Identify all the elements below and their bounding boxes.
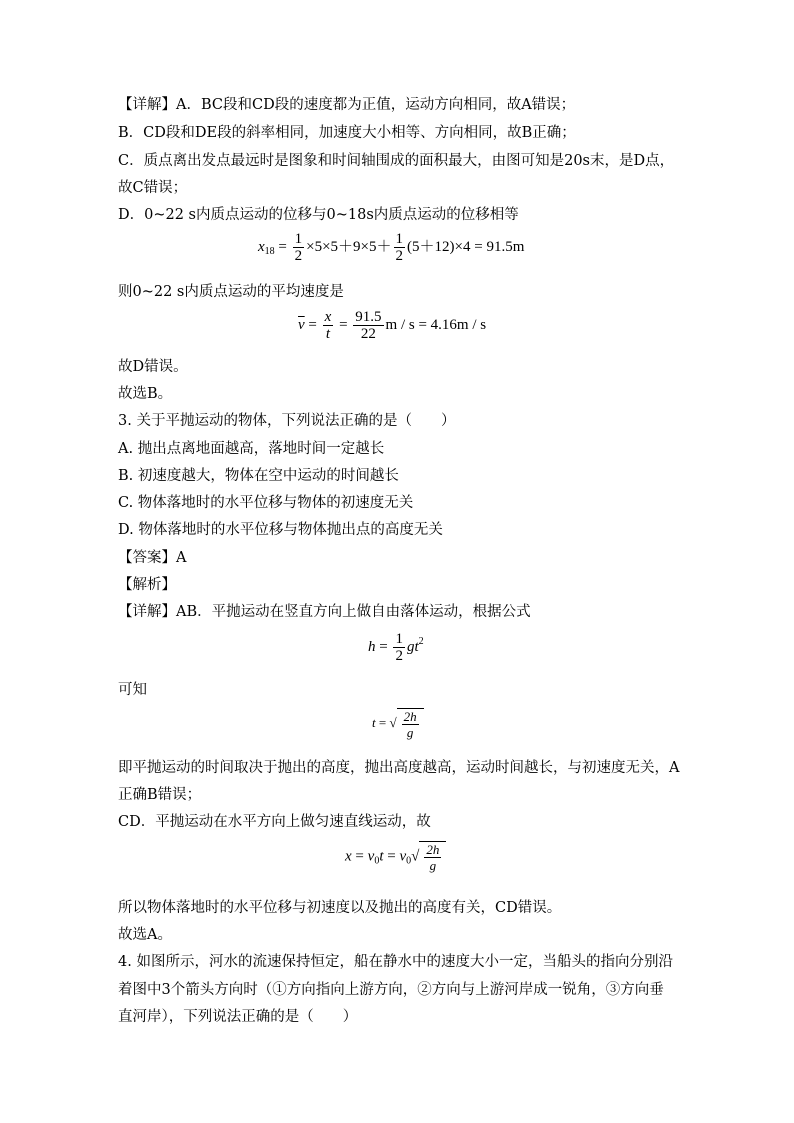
- text-line: 着图中3个箭头方向时（①方向指向上游方向，②方向与上游河岸成一锐角，③方向垂: [118, 982, 664, 998]
- option-c: C. 物体落地时的水平位移与物体的初速度无关: [118, 495, 414, 511]
- text-line: C．质点离出发点最远时是图象和时间轴围成的面积最大，由图可知是20s末，是D点，: [118, 153, 675, 169]
- text-line: 直河岸），下列说法正确的是（ ）: [118, 1009, 358, 1025]
- text-line: 故选A。: [118, 927, 172, 943]
- text-line: 即平抛运动的时间取决于抛出的高度，抛出高度越高，运动时间越长，与初速度无关，A: [118, 760, 680, 776]
- text-line: 则0~22 s内质点运动的平均速度是: [118, 284, 344, 300]
- text-line: 正确B错误；: [118, 787, 202, 803]
- equation-displacement: $x_{18}$ = $\frac{1}{2}$ ×5×5＋9×5＋ $\frac{1}{2}$ (5＋12)×4 = 91.5m: [258, 231, 525, 264]
- text-line: 可知: [118, 682, 147, 698]
- option-b: B. 初速度越大，物体在空中运动的时间越长: [118, 468, 399, 484]
- equation-time: t = √ $\frac{2h}{g}$: [372, 708, 424, 740]
- text-line: CD．平抛运动在水平方向上做匀速直线运动，故: [118, 814, 431, 830]
- text-line: 故选B。: [118, 386, 173, 402]
- text-line: D．0~22 s内质点运动的位移与0~18s内质点运动的位移相等: [118, 207, 519, 223]
- equation-average-velocity: $\overline{v}$ = $\frac{x}{t}$ = $\frac{91.5}{22}$ m / s = 4.16m / s: [298, 309, 487, 342]
- text-line: 【详解】A．BC段和CD段的速度都为正值，运动方向相同，故A错误；: [118, 97, 576, 113]
- equation-height: h = $\frac{1}{2}$ $gt^2$: [368, 631, 424, 664]
- equation-horizontal-displacement: $x = v_0t = v_0√$ $\frac{2h}{g}$: [345, 841, 446, 873]
- analysis-heading: 【解析】: [118, 577, 176, 593]
- option-a: A. 抛出点离地面越高，落地时间一定越长: [118, 441, 385, 457]
- text-line: B．CD段和DE段的斜率相同，加速度大小相等、方向相同，故B正确；: [118, 125, 576, 141]
- text-line: 所以物体落地时的水平位移与初速度以及抛出的高度有关，CD错误。: [118, 900, 562, 916]
- text-line: 【详解】AB．平抛运动在竖直方向上做自由落体运动，根据公式: [118, 604, 531, 620]
- text-line: 故D错误。: [118, 359, 188, 375]
- text-line: 故C错误；: [118, 180, 188, 196]
- question-title: 3. 关于平抛运动的物体，下列说法正确的是（ ）: [118, 413, 456, 429]
- question-title: 4. 如图所示，河水的流速保持恒定，船在静水中的速度大小一定，当船头的指向分别沿: [118, 954, 673, 970]
- answer-line: 【答案】A: [118, 550, 187, 566]
- option-d: D. 物体落地时的水平位移与物体抛出点的高度无关: [118, 522, 443, 538]
